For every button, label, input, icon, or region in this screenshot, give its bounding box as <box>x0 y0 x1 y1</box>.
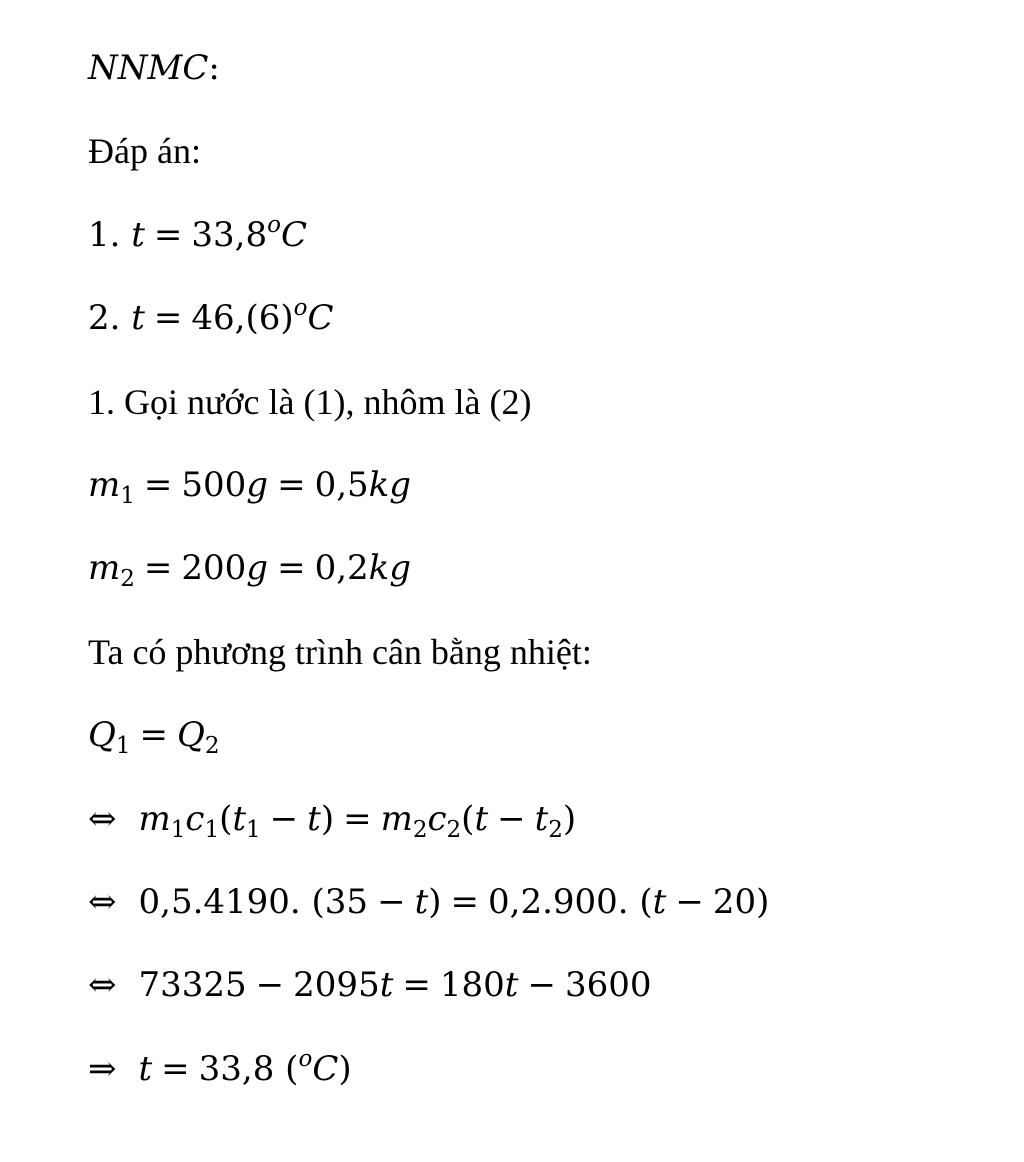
equation-q: $Q_1 = Q_2$ <box>88 715 220 760</box>
equation-substituted: ⇔ 0,5.4190. (35 − t) = 0,2.900. (t − 20) <box>88 881 770 922</box>
answer-1: 1. $t = 33,8^oC$ <box>88 211 307 255</box>
mass-aluminum: $m_2 = 200g = 0,2kg$ <box>88 548 412 593</box>
answer-label: Đáp án: <box>88 131 201 172</box>
equation-simplified: ⇔ 73325 − 2095t = 180t − 3600 <box>88 965 652 1006</box>
mass-water: $m_1 = 500g = 0,5kg$ <box>88 464 412 509</box>
equation-expanded: ⇔ $m_1c_1(t_1 - t) = m_2c_2(t - t_2)$ <box>88 798 577 843</box>
solution-intro: 1. Gọi nước là (1), nhôm là (2) <box>88 381 532 422</box>
heat-balance-label: Ta có phương trình cân bằng nhiệt: <box>88 631 592 672</box>
answer-2: 2. $t = 46,(6)^oC$ <box>88 295 334 339</box>
header-nnmc: NNMC: <box>88 48 220 88</box>
document-page <box>88 38 988 1122</box>
equation-result: ⇒ t = 33,8 ($^o$C) <box>88 1045 352 1089</box>
